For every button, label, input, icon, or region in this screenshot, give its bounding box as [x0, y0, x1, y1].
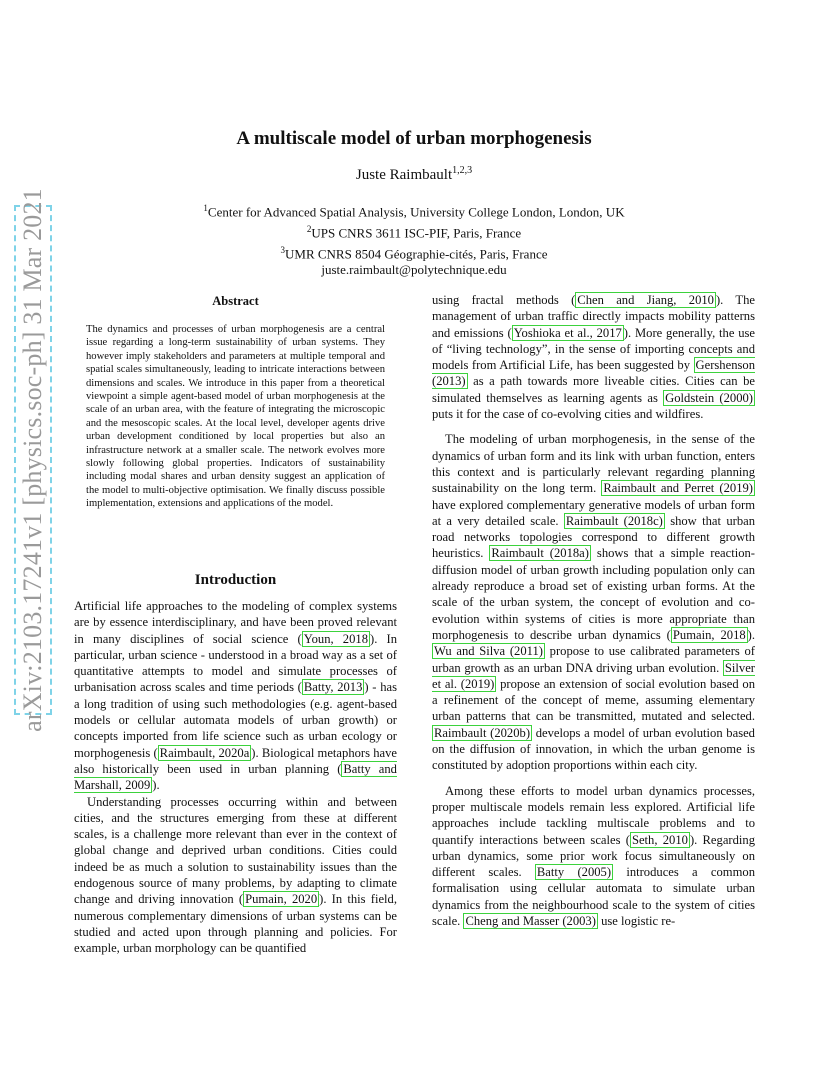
text-run: shows that a simple reaction-diffusion model of urban growth including population only can already reproduce a broad set of existing urban forms. At the scale of the urban system, the concept of evolution and co-evolution within systems of cities is more appropriate than morphogenesis to describe urban dynamics (: [432, 546, 756, 642]
text-run: ). Regarding urban dynamics, some prior work focus simultaneously on different scales.: [432, 832, 755, 880]
citation-link[interactable]: Seth, 2010: [631, 832, 688, 847]
citation-link[interactable]: Yoshioka et al., 2017: [513, 325, 622, 340]
citation-link[interactable]: Raimbault (2018c): [565, 513, 663, 528]
citation-link[interactable]: Silver et al. (2019): [432, 660, 755, 691]
text-run: Among these efforts to model urban dynamics processes, proper multiscale models remain less explored. Artificial life approaches include tackling multiscale problems and to quantify interactions between scales (: [432, 783, 755, 847]
arxiv-identifier-text: arXiv:2103.17241v1 [physics.soc-ph] 31 Mar 2021: [18, 188, 47, 732]
paper-title: A multiscale model of urban morphogenesis: [236, 128, 592, 149]
abstract-heading: Abstract: [212, 294, 259, 308]
text-run: ).: [152, 778, 160, 793]
citation-link[interactable]: Batty, 2013: [303, 680, 363, 695]
text-run: ).: [747, 627, 756, 642]
intro-paragraph-1: [74, 598, 397, 794]
author-affil-sup: 1,2,3: [452, 165, 473, 176]
text-run: propose to use calibrated parameters of urban growth as an urban DNA driving urban evolution.: [432, 644, 755, 675]
text-run: use logistic re-: [597, 913, 676, 928]
text-run: ) - has a long tradition of using such methodologies (e.g. agent-based models or cellular automata models of urban growth) or concepts imported from life science such as urban ecology or morphogenesis (: [74, 680, 397, 760]
text-run: introduces a common formalisation using cellular automata to simulate urban dynamics from the neighbourhood scale to the system of cities scale.: [432, 865, 755, 928]
right-paragraph-3: [432, 783, 755, 930]
text-run: puts it for the case of co-evolving cities and wildfires.: [432, 407, 704, 422]
text-run: The modeling of urban morphogenesis, in the sense of the dynamics of urban form and its link with urban function, enters this context and is particularly relevant regarding planning sustainability on the long term.: [432, 432, 755, 496]
text-run: as a path towards more liveable cities. Cities can be simulated themselves as learning agents as: [432, 374, 755, 405]
citation-link[interactable]: Pumain, 2018: [672, 627, 746, 642]
citation-link[interactable]: Wu and Silva (2011): [434, 644, 543, 659]
author-email: juste.raimbault@polytechnique.edu: [321, 262, 507, 278]
text-run: ). In particular, urban science - understood in a broad way as a set of quantitative attempts to model and simulate processes of urbanisation across scales and time periods (: [74, 631, 397, 695]
citation-link[interactable]: Raimbault and Perret (2019): [603, 481, 753, 496]
left-column: [74, 292, 397, 972]
text-run: ). The management of urban traffic directly impacts mobility patterns and emissions (: [432, 293, 755, 340]
citation-link[interactable]: Batty and Marshall, 2009: [74, 761, 397, 793]
affiliation-2: $^2$UPS CNRS 3611 ISC-PIF, Paris, France: [306, 223, 522, 241]
right-paragraph-1: [432, 292, 755, 422]
text-run: using fractal methods (: [432, 293, 576, 307]
right-paragraph-2: [432, 431, 755, 773]
author-line: [0, 165, 828, 184]
text-run: ). Biological metaphors have also historically been used in urban planning (: [74, 745, 397, 776]
citation-link[interactable]: Cheng and Masser (2003): [465, 913, 596, 928]
right-column: [432, 292, 755, 929]
introduction-body: [74, 598, 397, 957]
citation-link[interactable]: Raimbault (2018a): [491, 546, 589, 561]
author-name: Juste Raimbault: [355, 167, 453, 183]
text-run: ). More generally, the use of “living technology”, in the sense of importing concepts and models from Artificial Life, has been suggested by: [432, 325, 756, 373]
affiliation-1: $^1$Center for Advanced Spatial Analysis, University College London, London, UK: [203, 203, 625, 220]
text-run: develops a model of urban evolution based on the diffusion of innovation, in which the urban genome is constituted by adoption proportions within each city.: [432, 725, 755, 773]
citation-link[interactable]: Gershenson (2013): [432, 358, 755, 389]
citation-link[interactable]: Batty (2005): [536, 865, 612, 880]
citation-link[interactable]: Raimbault (2020b): [434, 725, 531, 740]
text-run: Understanding processes occurring within and between cities, and the structures emerging from these at different scales, is a challenge more relevant than ever in the context of global change and deprived urban conditions. Cities could indeed be as much a solution to sustainability issues than the endogenous source of many problems, by adapting to climate change and driving innovation (: [74, 794, 397, 907]
intro-paragraph-2: [74, 794, 397, 957]
arxiv-identifier-stamp: [14, 188, 52, 732]
citation-link[interactable]: Chen and Jiang, 2010: [577, 293, 714, 307]
affiliation-3: $^3$UMR CNRS 8504 Géographie-cités, Paris, France: [280, 244, 548, 261]
citation-link[interactable]: Pumain, 2020: [245, 892, 318, 907]
text-run: ). In this field, numerous complementary dimensions of urban systems can be studied and acted upon through planning and policies. For example, urban morphology can be quantified: [74, 892, 398, 956]
text-run: Artificial life approaches to the modeling of complex systems are by essence interdisciplinary, and have been proved relevant in many disciplines of social science (: [74, 599, 397, 646]
introduction-heading: Introduction: [194, 572, 277, 588]
text-run: propose an extension of social evolution based on a refinement of the concept of meme, assuming elementary urban patterns that can be transmitted, mutated and selected.: [432, 676, 755, 724]
citation-link[interactable]: Youn, 2018: [303, 631, 368, 646]
abstract-text: The dynamics and processes of urban morphogenesis are a central issue regarding a long-term sustainability of urban systems. They however imply stakeholders and parameters at multiple temporal and spatial scales simultaneously, leading to intricate interactions between dimensions and scales. We introduce in this paper from a theoretical viewpoint a simple agent-based model of urban morphogenesis at the scale of an urban area, with the feature of integrating the microscopic and the mesoscopic scales. At the local level, developer agents drive urban development conditioned by local properties but also an infrastructure network at a smaller scale. The network evolves more slowly following global properties. Indicators of sustainability including modal shares and urban density suggest an application of the model to multi-objective optimisation. We finally discuss possible implementation, extensions and applications of the model.: [86, 324, 385, 510]
citation-link[interactable]: Raimbault, 2020a: [159, 745, 250, 760]
text-run: have explored complementary generative models of urban form at a very detailed scale.: [432, 497, 755, 528]
affiliations: [0, 200, 828, 279]
citation-link[interactable]: Goldstein (2000): [665, 390, 754, 405]
text-run: show that urban road networks topologies correspond to different growth heuristics.: [432, 513, 755, 561]
